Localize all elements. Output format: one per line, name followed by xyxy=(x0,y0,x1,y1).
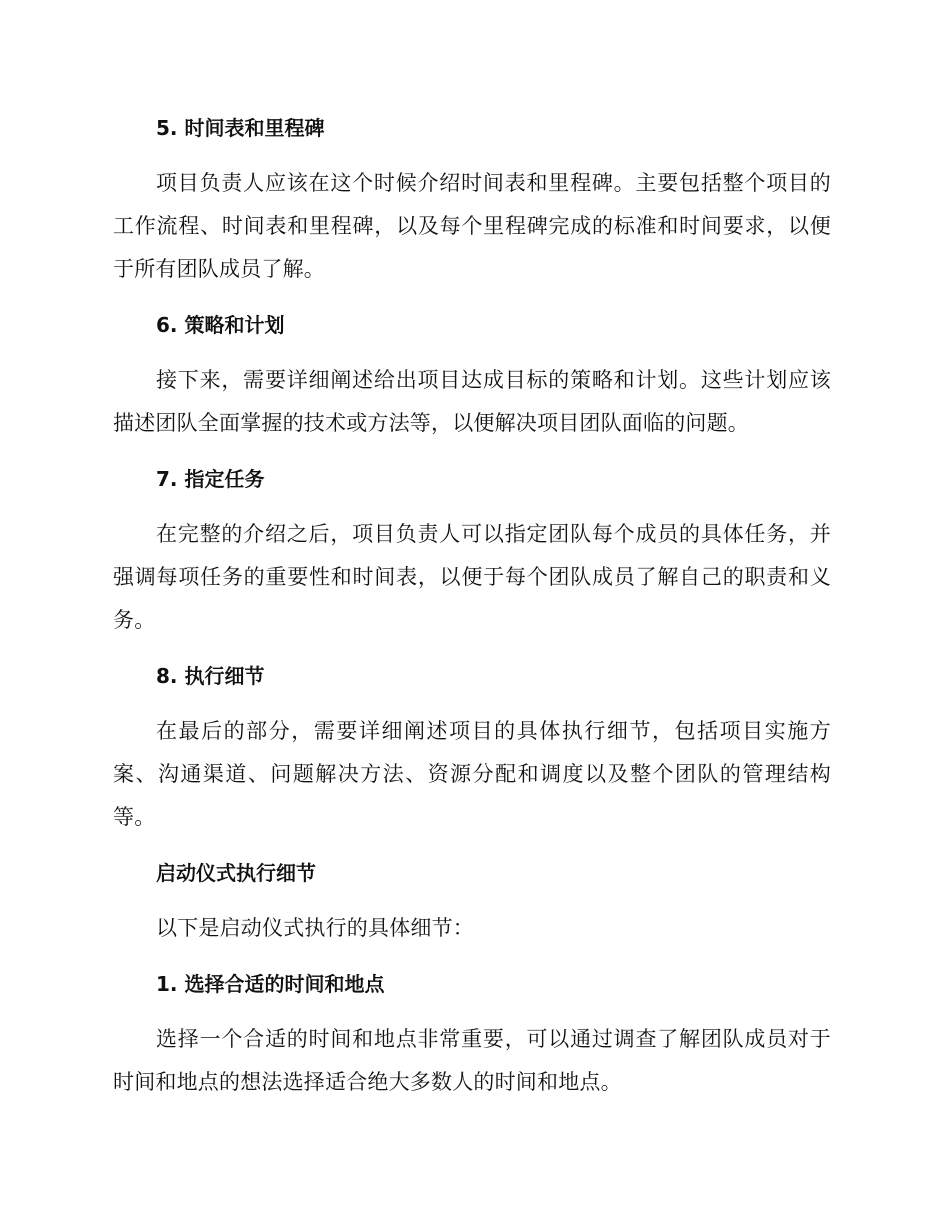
section-heading-timeline: 5. 时间表和里程碑 xyxy=(156,116,325,140)
section-heading-strategy: 6. 策略和计划 xyxy=(156,313,285,337)
section-paragraph-execution: 在最后的部分，需要详细阐述项目的具体执行细节，包括项目实施方案、沟通渠道、问题解决方法、资源分配和调度以及整个团队的管理结构等。 xyxy=(113,719,831,829)
section-paragraph-tasks: 在完整的介绍之后，项目负责人可以指定团队每个成员的具体任务，并强调每项任务的重要性和时间表，以便于每个团队成员了解自己的职责和义务。 xyxy=(113,522,831,632)
section-heading-ceremony: 启动仪式执行细节 xyxy=(156,861,316,885)
section-paragraph-time-place: 选择一个合适的时间和地点非常重要，可以通过调查了解团队成员对于时间和地点的想法选择适合绝大多数人的时间和地点。 xyxy=(113,1027,831,1094)
section-paragraph-strategy: 接下来，需要详细阐述给出项目达成目标的策略和计划。这些计划应该描述团队全面掌握的技术或方法等，以便解决项目团队面临的问题。 xyxy=(113,368,831,435)
section-heading-time-place: 1. 选择合适的时间和地点 xyxy=(156,972,385,996)
section-paragraph-ceremony: 以下是启动仪式执行的具体细节： xyxy=(156,916,474,940)
section-paragraph-timeline: 项目负责人应该在这个时候介绍时间表和里程碑。主要包括整个项目的工作流程、时间表和里程碑，以及每个里程碑完成的标准和时间要求，以便于所有团队成员了解。 xyxy=(113,171,831,281)
section-heading-tasks: 7. 指定任务 xyxy=(156,467,265,491)
section-heading-execution: 8. 执行细节 xyxy=(156,664,265,688)
document-body xyxy=(113,108,831,1104)
